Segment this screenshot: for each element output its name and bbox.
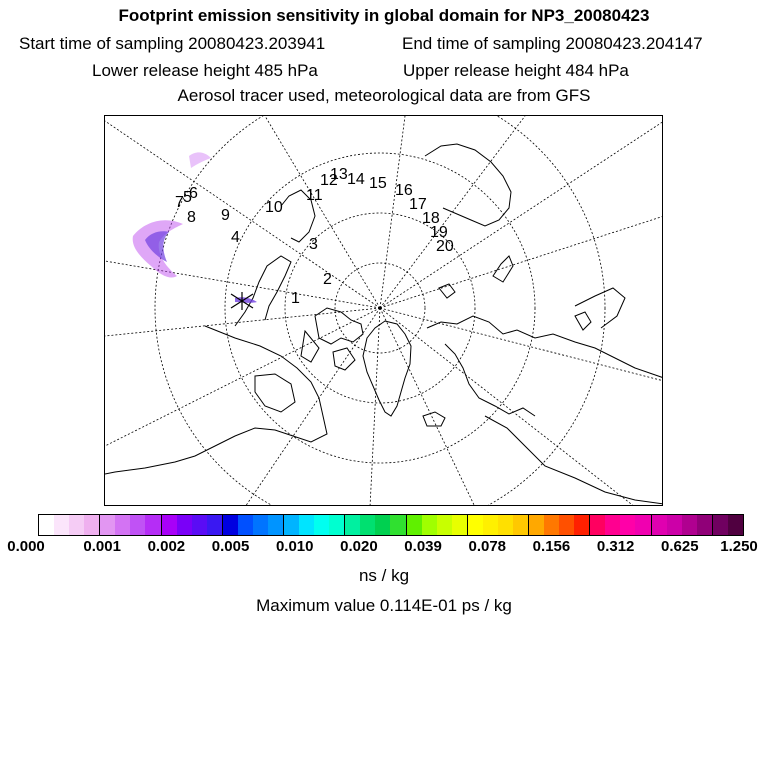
- end-time-label: End time of sampling 20080423.204147: [402, 34, 703, 53]
- meridian: [370, 308, 380, 506]
- colorbar-swatch: [437, 515, 452, 535]
- meridian: [245, 308, 380, 506]
- far-east-coast: [575, 288, 625, 328]
- colorbar-swatch: [667, 515, 682, 535]
- meridian: [105, 308, 380, 446]
- colorbar-swatch: [268, 515, 284, 535]
- lower-release-height-label: Lower release height 485 hPa: [92, 61, 318, 80]
- colorbar-tick-label: 1.250: [720, 538, 758, 555]
- colorbar-tick-label: 0.625: [661, 538, 699, 555]
- colorbar-tick-label: 0.005: [211, 538, 250, 555]
- traj-label-16: 16: [395, 182, 413, 199]
- trajectory-labels: [175, 166, 454, 307]
- colorbar-tick-label: 0.001: [83, 538, 121, 555]
- colorbar-swatch: [130, 515, 145, 535]
- colorbar-swatch: [682, 515, 697, 535]
- colorbar-swatch: [635, 515, 651, 535]
- traj-label-12: 12: [320, 172, 338, 189]
- alaska-coast: [235, 256, 291, 326]
- colorbar-swatch: [590, 515, 605, 535]
- meridian: [380, 116, 405, 308]
- colorbar-swatch: [69, 515, 84, 535]
- traj-label-20: 20: [436, 238, 454, 255]
- colorbar-swatch: [299, 515, 314, 535]
- colorbar-swatch: [390, 515, 406, 535]
- polar-map-frame: [104, 115, 663, 506]
- upper-release-height-label: Upper release height 484 hPa: [403, 61, 629, 80]
- iceland-coast: [423, 412, 445, 426]
- eurasia-north-coast: [427, 316, 663, 378]
- colorbar-swatch: [223, 515, 238, 535]
- traj-label-18: 18: [422, 210, 440, 227]
- colorbar-swatch: [192, 515, 207, 535]
- traj-label-1: 1: [291, 290, 300, 307]
- traj-label-15: 15: [369, 175, 387, 192]
- colorbar-swatch: [574, 515, 590, 535]
- colorbar-tick-label: 0.039: [404, 538, 442, 555]
- polar-map: [105, 116, 663, 506]
- colorbar-swatch: [559, 515, 574, 535]
- colorbar-swatch: [468, 515, 483, 535]
- traj-label-8: 8: [187, 209, 196, 226]
- colorbar-swatch: [544, 515, 559, 535]
- colorbar-swatch: [115, 515, 130, 535]
- colorbar-swatch: [452, 515, 468, 535]
- traj-label-3: 3: [309, 236, 318, 253]
- colorbar-tick-label: 0.312: [596, 538, 635, 555]
- colorbar-swatch: [345, 515, 360, 535]
- colorbar-swatch: [54, 515, 69, 535]
- colorbar-swatch: [697, 515, 713, 535]
- colorbar-swatch: [529, 515, 544, 535]
- svalbard-coast: [439, 284, 455, 298]
- colorbar-swatch: [483, 515, 498, 535]
- traj-label-13: 13: [330, 166, 348, 183]
- colorbar-swatch: [284, 515, 299, 535]
- colorbar-tick-label: 0.000: [7, 538, 45, 555]
- canadian-archipelago-coast: [301, 308, 363, 370]
- colorbar-swatch: [498, 515, 513, 535]
- traj-label-2: 2: [323, 271, 332, 288]
- start-time-label: Start time of sampling 20080423.203941: [19, 34, 326, 53]
- scandinavia-coast: [445, 344, 535, 416]
- traj-label-4: 4: [231, 229, 240, 246]
- traj-label-10: 10: [265, 199, 283, 216]
- colorbar-swatch: [728, 515, 743, 535]
- caspian-coast: [575, 312, 591, 330]
- meridian: [380, 308, 663, 381]
- traj-label-19: 19: [430, 224, 448, 241]
- colorbar-tick-label: 0.156: [532, 538, 571, 555]
- colorbar-swatch: [620, 515, 635, 535]
- greenland-coast: [363, 321, 411, 416]
- meridian: [380, 308, 635, 506]
- hudson-bay-coast: [255, 374, 295, 412]
- colorbar-swatch: [177, 515, 192, 535]
- colorbar-tick-label: 0.078: [468, 538, 507, 555]
- traj-label-6: 6: [189, 185, 198, 202]
- units-label: ns / kg: [358, 566, 410, 585]
- colorbar-swatch: [162, 515, 177, 535]
- colorbar-swatch: [253, 515, 268, 535]
- maximum-value-label: Maximum value 0.114E-01 ps / kg: [256, 596, 512, 615]
- tracer-info-label: Aerosol tracer used, meteorological data are from GFS: [177, 86, 591, 105]
- colorbar-swatch: [207, 515, 223, 535]
- colorbar-swatch: [375, 515, 390, 535]
- colorbar-swatch: [360, 515, 375, 535]
- colorbar-swatch: [145, 515, 161, 535]
- colorbar-swatch: [407, 515, 422, 535]
- traj-label-11: 11: [306, 187, 323, 204]
- plume-north: [189, 152, 211, 168]
- colorbar-swatch: [314, 515, 329, 535]
- novaya-zemlya-coast: [493, 256, 513, 282]
- traj-label-7: 7: [175, 194, 184, 211]
- colorbar-swatch: [238, 515, 253, 535]
- colorbar-swatch: [652, 515, 667, 535]
- traj-label-14: 14: [347, 171, 365, 188]
- colorbar-swatch: [84, 515, 100, 535]
- colorbar-swatch: [100, 515, 115, 535]
- meridian: [105, 121, 380, 308]
- traj-label-17: 17: [409, 196, 427, 213]
- colorbar-tick-label: 0.002: [147, 538, 186, 555]
- colorbar-swatch: [605, 515, 620, 535]
- colorbar-swatch: [422, 515, 437, 535]
- colorbar-swatch: [329, 515, 345, 535]
- meridian: [105, 308, 380, 336]
- colorbar-tick-label: 0.010: [275, 538, 314, 555]
- traj-label-9: 9: [221, 207, 230, 224]
- colorbar-swatch: [39, 515, 54, 535]
- meridian: [380, 308, 475, 506]
- sensitivity-plume: [133, 152, 257, 303]
- map-title: Footprint emission sensitivity in global domain for NP3_20080423: [118, 6, 650, 25]
- colorbar-swatch: [713, 515, 728, 535]
- traj-label-5: 5: [183, 189, 192, 206]
- colorbar-tick-label: 0.020: [340, 538, 378, 555]
- colorbar: [38, 514, 744, 536]
- colorbar-swatch: [513, 515, 529, 535]
